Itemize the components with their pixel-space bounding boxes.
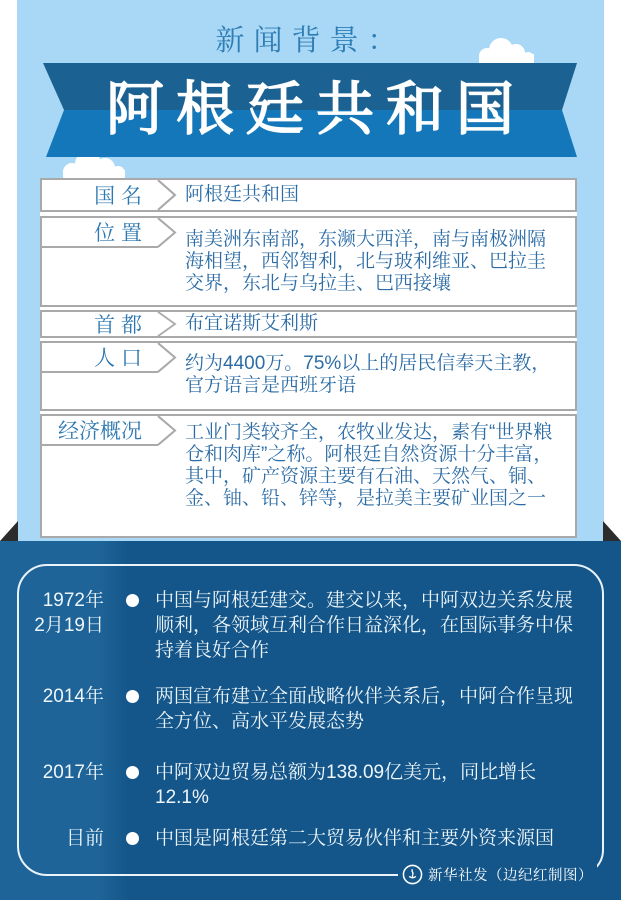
entry-date	[29, 760, 104, 785]
fold-shadow-right	[603, 521, 621, 541]
chevron-right-icon	[158, 311, 177, 337]
cloud-icon	[479, 38, 534, 64]
row-content: 布宜诺斯艾利斯	[185, 313, 319, 334]
credit-text: 新华社发（边纪红制图）	[428, 868, 593, 884]
entry-text: 中国是阿根廷第二大贸易伙伴和主要外资来源国	[155, 828, 555, 849]
info-row-country	[40, 178, 577, 212]
bullet-icon	[126, 766, 139, 779]
chevron-right-icon	[158, 217, 177, 248]
ribbon-title: 阿根廷共和国	[105, 77, 526, 142]
bullet-icon	[126, 594, 139, 607]
info-row-economy	[40, 414, 577, 538]
entry-date	[29, 684, 104, 709]
bullet-icon	[126, 832, 139, 845]
entry-date-line: 目前	[65, 828, 104, 849]
row-content: 南美洲东南部，东濒大西洋，南与南极洲隔海相望，西邻智利，北与玻利维亚、巴拉圭交界，东北与乌拉圭、巴西接壤	[185, 229, 547, 294]
timeline-entry	[29, 826, 579, 851]
row-label: 经济概况	[58, 420, 142, 443]
chevron-right-icon	[158, 415, 177, 446]
chevron-right-icon	[158, 342, 177, 373]
info-row-location	[40, 216, 577, 307]
row-content: 工业门类较齐全，农牧业发达，素有“世界粮仓和肉库”之称。阿根廷自然资源十分丰富，其中，矿产资源主要有石油、天然气、铜、金、铀、铅、锌等，是拉美主要矿业国之一	[185, 422, 553, 509]
info-row-capital	[40, 310, 577, 338]
row-content: 阿根廷共和国	[185, 184, 300, 205]
entry-text: 中阿双边贸易总额为138.09亿美元，同比增长12.1%	[155, 762, 537, 808]
info-panel	[40, 178, 577, 538]
kicker-text: 新闻背景：	[215, 25, 406, 57]
timeline-entry	[29, 588, 579, 663]
row-label-tag	[42, 416, 158, 446]
xinhua-emblem-icon	[402, 864, 423, 885]
row-label: 首 都	[94, 314, 142, 337]
footer-credit	[398, 861, 597, 888]
entry-date-line: 2017年	[42, 762, 104, 783]
row-label-tag	[42, 343, 158, 373]
info-row-population	[40, 341, 577, 411]
row-label: 人 口	[94, 347, 142, 370]
timeline-card	[17, 564, 604, 876]
timeline-section	[0, 541, 621, 900]
entry-date	[29, 588, 104, 638]
timeline-entry	[29, 684, 579, 734]
chevron-right-icon	[158, 179, 177, 211]
entry-date-line: 1972年	[42, 590, 104, 611]
row-label-tag	[42, 312, 158, 336]
timeline-entry	[29, 760, 579, 810]
entry-text: 两国宣布建立全面战略伙伴关系后，中阿合作呈现全方位、高水平发展态势	[155, 686, 574, 732]
row-label-tag	[42, 218, 158, 248]
entry-text: 中国与阿根廷建交。建交以来，中阿双边关系发展顺利，各领域互利合作日益深化，在国际事务中保持着良好合作	[155, 590, 574, 661]
entry-date-line: 2014年	[42, 686, 104, 707]
fold-shadow-left	[0, 521, 18, 541]
row-content: 约为4400万。75%以上的居民信奉天主教，官方语言是西班牙语	[185, 353, 551, 396]
row-label: 位 置	[94, 222, 142, 245]
entry-date	[29, 826, 104, 851]
bullet-icon	[126, 690, 139, 703]
row-label-tag	[42, 180, 158, 210]
entry-date-line: 2月19日	[34, 615, 104, 636]
row-label: 国 名	[94, 185, 142, 208]
